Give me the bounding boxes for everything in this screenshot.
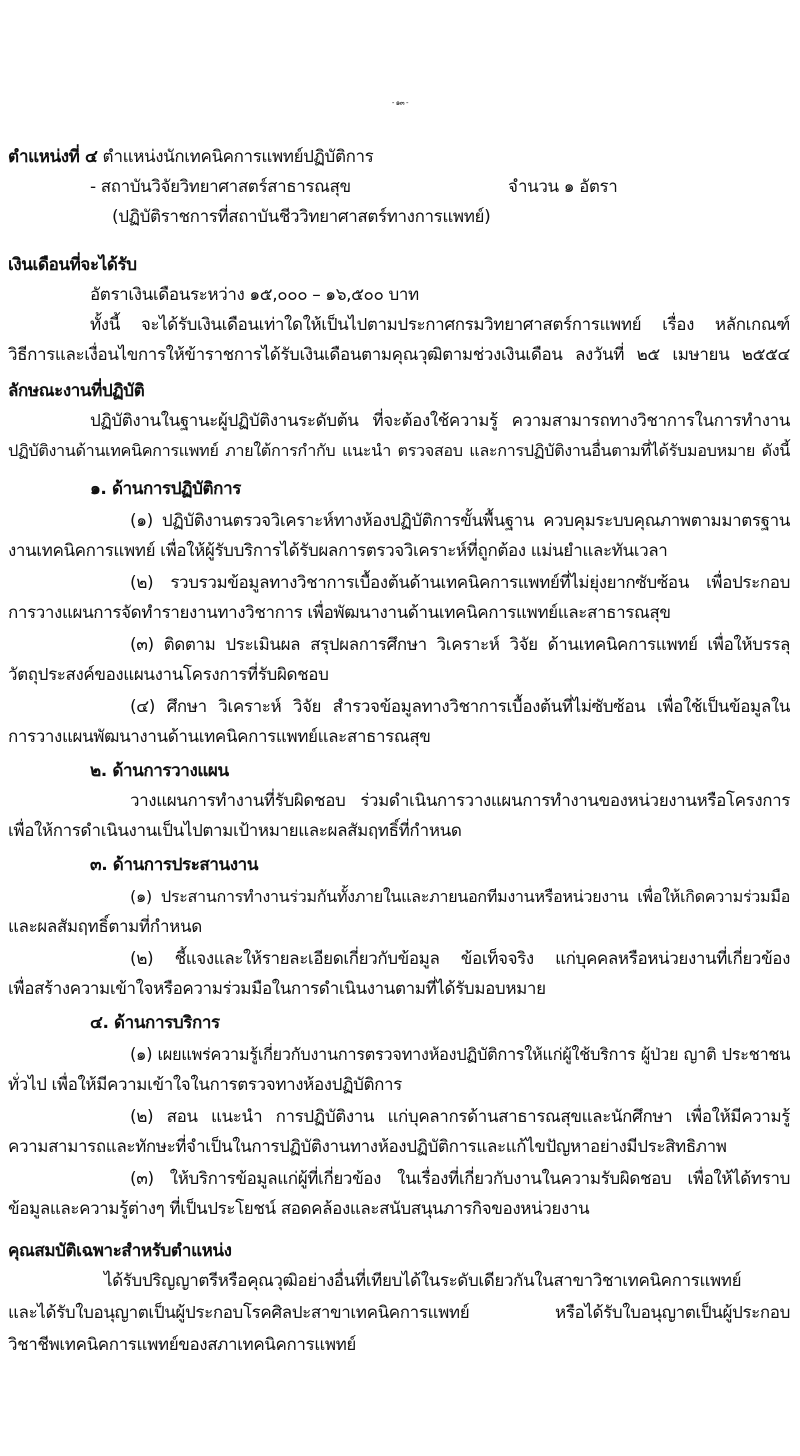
duties-heading: ลักษณะงานที่ปฏิบัติ bbox=[8, 381, 145, 401]
duty-item-line: (๑) ปฏิบัติงานตรวจวิเคราะห์ทางห้องปฏิบัติการขั้นพื้นฐาน ควบคุมระบบคุณภาพตามมาตรฐาน bbox=[130, 511, 790, 531]
duty-item-line: (๔) ศึกษา วิเคราะห์ วิจัย สำรวจข้อมูลทางวิชาการเบื้องต้นที่ไม่ซับซ้อน เพื่อใช้เป็นข้อมูลใน bbox=[130, 697, 790, 717]
position-title: ตำแหน่งที่ ๔ bbox=[8, 147, 98, 167]
duty-item-line: การวางแผนการจัดทำรายงานทางวิชาการ เพื่อพัฒนางานด้านเทคนิคการแพทย์และสาธารณสุข bbox=[8, 603, 671, 623]
section-heading: ๒. ด้านการวางแผน bbox=[90, 761, 229, 781]
position-count: จำนวน ๑ อัตรา bbox=[508, 177, 618, 197]
duty-item-line: เพื่อสร้างความเข้าใจหรือความร่วมมือในการดำเนินงานตามที่ได้รับมอบหมาย bbox=[8, 979, 546, 999]
duty-item-line: วัตถุประสงค์ของแผนงานโครงการที่รับผิดชอบ bbox=[8, 665, 329, 685]
qualification-line: และได้รับใบอนุญาตเป็นผู้ประกอบโรคศิลปะสาขาเทคนิคการแพทย์ หรือได้รับใบอนุญาตเป็นผู้ประกอบ bbox=[8, 1303, 790, 1323]
duties-intro-line: ปฏิบัติงานในฐานะผู้ปฏิบัติงานระดับต้น ที่จะต้องใช้ความรู้ ความสามารถทางวิชาการในการทำงาน bbox=[90, 411, 790, 431]
position-note: (ปฏิบัติราชการที่สถาบันชีววิทยาศาสตร์ทางการแพทย์) bbox=[112, 207, 491, 227]
salary-text-line: ทั้งนี้ จะได้รับเงินเดือนเท่าใดให้เป็นไปตามประกาศกรมวิทยาศาสตร์การแพทย์ เรื่อง หลักเกณฑ์ bbox=[90, 315, 790, 335]
duty-item-line: เพื่อให้การดำเนินงานเป็นไปตามเป้าหมายและผลสัมฤทธิ์ที่กำหนด bbox=[8, 821, 462, 841]
duty-item-line: (๓) ติดตาม ประเมินผล สรุปผลการศึกษา วิเคราะห์ วิจัย ด้านเทคนิคการแพทย์ เพื่อให้บรรลุ bbox=[130, 635, 790, 655]
position-name: ตำแหน่งนักเทคนิคการแพทย์ปฏิบัติการ bbox=[102, 147, 374, 167]
page-number: - ๑๓ - bbox=[391, 99, 409, 107]
duty-item-line: (๒) ชี้แจงและให้รายละเอียดเกี่ยวกับข้อมูล ข้อเท็จจริง แก่บุคคลหรือหน่วยงานที่เกี่ยวข้อง bbox=[130, 949, 790, 969]
duty-item-line: วางแผนการทำงานที่รับผิดชอบ ร่วมดำเนินการวางแผนการทำงานของหน่วยงานหรือโครงการ bbox=[130, 791, 790, 811]
qualification-heading: คุณสมบัติเฉพาะสำหรับตำแหน่ง bbox=[8, 1241, 232, 1261]
duty-item-line: (๒) รวบรวมข้อมูลทางวิชาการเบื้องต้นด้านเทคนิคการแพทย์ที่ไม่ยุ่งยากซับซ้อน เพื่อประกอบ bbox=[130, 573, 790, 593]
duty-item-line: งานเทคนิคการแพทย์ เพื่อให้ผู้รับบริการได้รับผลการตรวจวิเคราะห์ที่ถูกต้อง แม่นยำและทันเวลา bbox=[8, 541, 668, 561]
duty-item-line: (๒) สอน แนะนำ การปฏิบัติงาน แก่บุคลากรด้านสาธารณสุขและนักศึกษา เพื่อให้มีความรู้ bbox=[130, 1107, 790, 1127]
qualification-line: วิชาชีพเทคนิคการแพทย์ของสภาเทคนิคการแพทย์ bbox=[8, 1335, 356, 1355]
section-heading: ๔. ด้านการบริการ bbox=[90, 1013, 220, 1033]
salary-heading: เงินเดือนที่จะได้รับ bbox=[8, 255, 137, 275]
duty-item-line: ความสามารถและทักษะที่จำเป็นในการปฏิบัติงานทางห้องปฏิบัติการและแก้ไขปัญหาอย่างมีประสิทธิภาพ bbox=[8, 1137, 727, 1157]
duty-item-line: (๑) เผยแพร่ความรู้เกี่ยวกับงานการตรวจทางห้องปฏิบัติการให้แก่ผู้ใช้บริการ ผู้ป่วย ญาติ ประชาชน bbox=[130, 1045, 790, 1064]
section-heading: ๓. ด้านการประสานงาน bbox=[90, 855, 259, 875]
duty-item-line: (๑) ประสานการทำงานร่วมกันทั้งภายในและภายนอกทีมงานหรือหน่วยงาน เพื่อให้เกิดความร่วมมือ bbox=[130, 887, 790, 906]
salary-text-line: วิธีการและเงื่อนไขการให้ข้าราชการได้รับเงินเดือนตามคุณวุฒิตามช่วงเงินเดือน ลงวันที่ ๒๕ เมษายน ๒๕๕๔ bbox=[8, 345, 790, 365]
duty-item-line: การวางแผนพัฒนางานด้านเทคนิคการแพทย์และสาธารณสุข bbox=[8, 727, 431, 747]
section-heading: ๑. ด้านการปฏิบัติการ bbox=[90, 479, 241, 499]
qualification-line: ได้รับปริญญาตรีหรือคุณวุฒิอย่างอื่นที่เทียบได้ในระดับเดียวกันในสาขาวิชาเทคนิคการแพทย์ bbox=[104, 1271, 742, 1291]
position-unit: - สถาบันวิจัยวิทยาศาสตร์สาธารณสุข bbox=[90, 177, 351, 197]
duty-item-line: ทั่วไป เพื่อให้มีความเข้าใจในการตรวจทางห้องปฏิบัติการ bbox=[8, 1075, 402, 1095]
salary-range: อัตราเงินเดือนระหว่าง ๑๕,๐๐๐ – ๑๖,๕๐๐ บาท bbox=[90, 285, 419, 305]
duty-item-line: ข้อมูลและความรู้ต่างๆ ที่เป็นประโยชน์ สอดคล้องและสนับสนุนภารกิจของหน่วยงาน bbox=[8, 1199, 590, 1219]
duty-item-line: และผลสัมฤทธิ์ตามที่กำหนด bbox=[8, 917, 202, 937]
duty-item-line: (๓) ให้บริการข้อมูลแก่ผู้ที่เกี่ยวข้อง ในเรื่องที่เกี่ยวกับงานในความรับผิดชอบ เพื่อให้ได้ทราบ bbox=[130, 1169, 790, 1189]
position-line bbox=[8, 146, 373, 168]
duties-intro-line: ปฏิบัติงานด้านเทคนิคการแพทย์ ภายใต้การกำกับ แนะนำ ตรวจสอบ และการปฏิบัติงานอื่นตามที่ได้รับมอบหมาย ดังนี้ bbox=[8, 441, 790, 460]
